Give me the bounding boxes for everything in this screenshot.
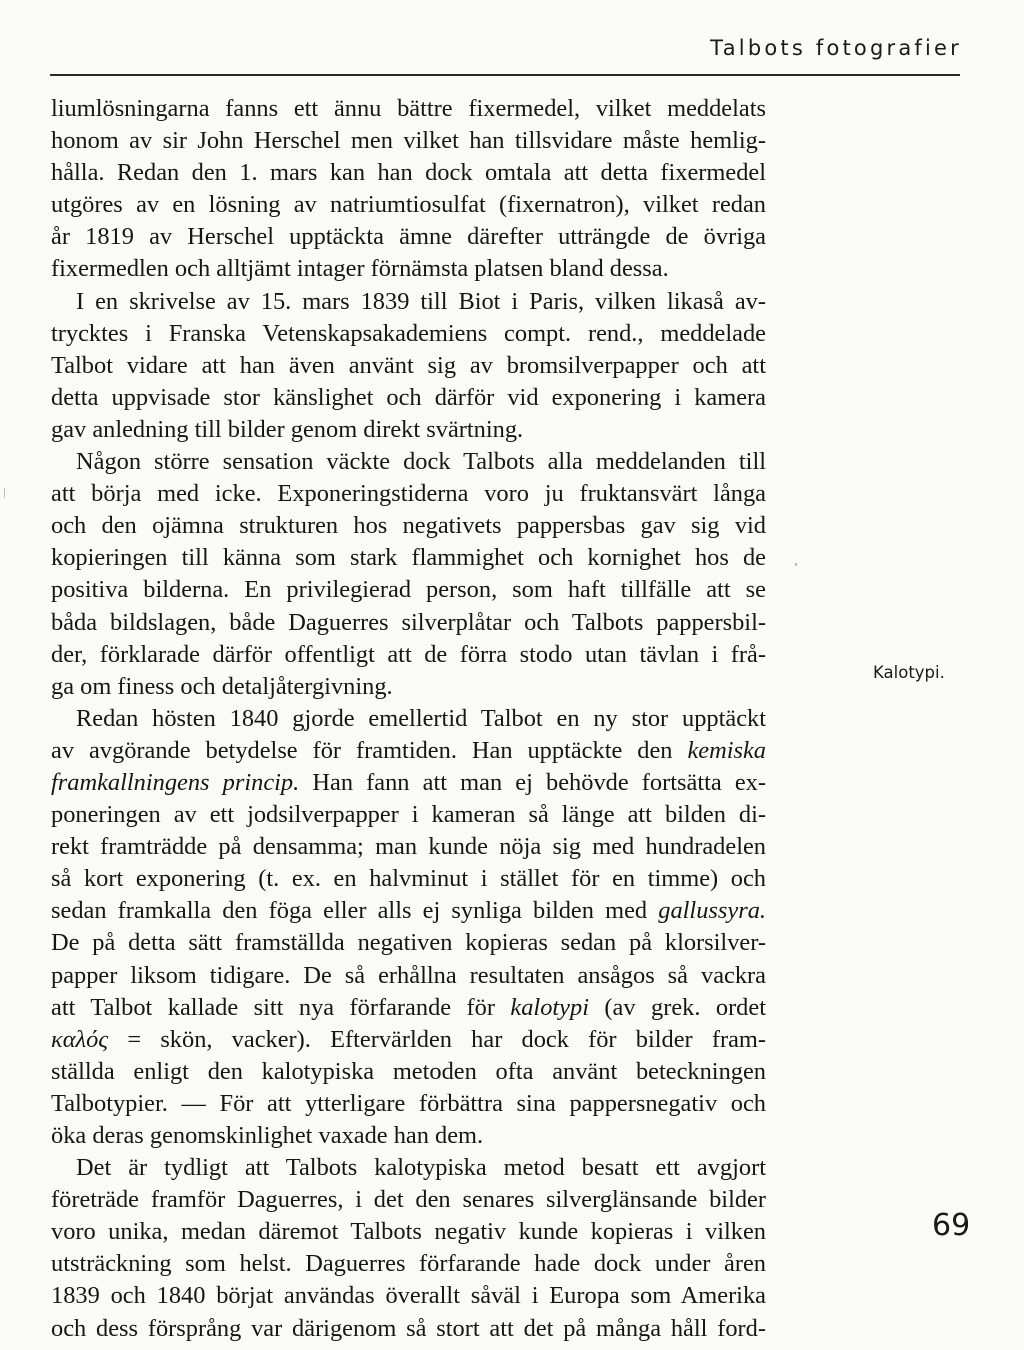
text-segment: båda bildslagen, både Daguerres silverplåtar och Talbots pappersbil- (51, 608, 766, 636)
text-segment: (av grek. ordet (588, 993, 766, 1021)
text-line (51, 607, 766, 639)
text-line (51, 960, 766, 992)
text-segment: Någon större sensation väckte dock Talbots alla meddelanden till (76, 448, 766, 476)
text-segment: ställda enligt den kalotypiska metoden ofta använt beteckningen (51, 1057, 766, 1085)
text-line (51, 1088, 766, 1120)
text-line (51, 253, 766, 285)
text-line (51, 1184, 766, 1216)
text-line (51, 318, 766, 350)
text-line (51, 703, 766, 735)
text-line (51, 1313, 766, 1345)
italic-text: framkallningens princip. (51, 768, 300, 796)
text-line (51, 414, 766, 446)
text-segment: voro unika, medan däremot Talbots negativ kunde kopieras i vilken (51, 1218, 766, 1246)
text-segment: Redan hösten 1840 gjorde emellertid Talbot en ny stor upptäckt (76, 704, 766, 732)
italic-text: καλός (51, 1025, 109, 1053)
text-segment: 1839 och 1840 börjat användas överallt såväl i Europa som Amerika (51, 1282, 766, 1310)
text-line (51, 799, 766, 831)
text-line (51, 992, 766, 1024)
text-line (51, 93, 766, 125)
text-line (51, 639, 766, 671)
text-line (51, 895, 766, 927)
text-line (51, 189, 766, 221)
text-line (51, 831, 766, 863)
text-segment: liumlösningarna fanns ett ännu bättre fixermedel, vilket meddelats (51, 95, 766, 122)
text-line (51, 157, 766, 189)
text-segment: att börja med icke. Exponeringstiderna voro ju fruktansvärt långa (51, 480, 766, 508)
text-segment: utgöres av en lösning av natriumtiosulfat (fixernatron), vilket redan (51, 191, 766, 219)
text-segment: företräde framför Daguerres, i det den senares silverglänsande bilder (51, 1186, 766, 1214)
text-segment: der, förklarade därför offentligt att de förra stodo utan tävlan i frå- (51, 640, 766, 668)
scan-edge-mark (4, 488, 5, 498)
text-segment: och dess försprång var därigenom så stort att det på många håll ford- (51, 1314, 766, 1342)
scan-speck (795, 563, 797, 566)
text-line (51, 510, 766, 542)
text-segment: ga om finess och detaljåtergivning. (51, 672, 393, 700)
text-line (51, 1216, 766, 1248)
text-line (51, 1024, 766, 1056)
text-segment: kopieringen till känna som stark flammighet och kornighet hos de (51, 544, 766, 572)
text-line (51, 767, 766, 799)
text-line (51, 478, 766, 510)
italic-text: kalotypi (510, 993, 589, 1021)
text-line (51, 574, 766, 606)
text-line (51, 1280, 766, 1312)
page-number: 69 (932, 1208, 971, 1243)
text-line (51, 1248, 766, 1280)
italic-text: gallussyra. (658, 897, 766, 925)
text-segment: utsträckning som helst. Daguerres förfarande hade dock under åren (51, 1250, 766, 1278)
text-line (51, 350, 766, 382)
text-line (51, 671, 766, 703)
text-line (51, 542, 766, 574)
text-segment: av avgörande betydelse för framtiden. Han upptäckte den (51, 736, 688, 764)
text-segment: år 1819 av Herschel upptäckta ämne därefter utträngde de övriga (51, 223, 766, 251)
text-segment: gav anledning till bilder genom direkt svärtning. (51, 415, 524, 443)
text-line (51, 1152, 766, 1184)
header-rule (50, 74, 960, 76)
text-segment: hålla. Redan den 1. mars kan han dock omtala att detta fixermedel (51, 159, 766, 187)
text-line (51, 927, 766, 959)
text-segment: fixermedlen och alltjämt intager förnämsta platsen bland dessa. (51, 255, 669, 283)
text-segment: honom av sir John Herschel men vilket han tillsvidare måste hemlig- (51, 127, 766, 155)
body-text (51, 93, 766, 1345)
text-segment: = skön, vacker). Eftervärlden har dock för bilder fram- (108, 1025, 766, 1053)
text-line (51, 863, 766, 895)
text-segment: rekt framträdde på densamma; man kunde nöja sig med hundradelen (51, 833, 766, 861)
margin-note: Kalotypi. (873, 663, 945, 682)
italic-text: kemiska (687, 736, 766, 764)
text-line (51, 735, 766, 767)
text-segment: poneringen av ett jodsilverpapper i kameran så länge att bilden di- (51, 801, 766, 829)
text-segment: trycktes i Franska Vetenskapsakademiens compt. rend., meddelade (51, 319, 766, 347)
text-segment: Han fann att man ej behövde fortsätta ex- (299, 768, 766, 796)
text-line (51, 1120, 766, 1152)
text-segment: och den ojämna strukturen hos negativets pappersbas gav sig vid (51, 512, 766, 540)
text-segment: Talbot vidare att han även använt sig av bromsilverpapper och att (51, 351, 766, 379)
text-line (51, 221, 766, 253)
text-line (51, 382, 766, 414)
text-segment: sedan framkalla den föga eller alls ej synliga bilden med (51, 897, 659, 925)
text-segment: Talbotypier. — För att ytterligare förbättra sina pappersnegativ och (51, 1089, 766, 1117)
text-segment: De på detta sätt framställda negativen kopieras sedan på klorsilver- (51, 929, 766, 957)
text-line (51, 125, 766, 157)
text-segment: I en skrivelse av 15. mars 1839 till Biot i Paris, vilken likaså av- (76, 287, 766, 315)
text-segment: papper liksom tidigare. De så erhållna resultaten ansågos så vackra (51, 961, 766, 989)
text-segment: öka deras genomskinlighet vaxade han dem. (51, 1122, 484, 1149)
text-line (51, 446, 766, 478)
running-header: Talbots fotografier (710, 36, 962, 60)
text-segment: att Talbot kallade sitt nya förfarande för (51, 993, 511, 1021)
text-segment: positiva bilderna. En privilegierad person, som haft tillfälle att se (51, 576, 766, 604)
text-segment: Det är tydligt att Talbots kalotypiska metod besatt ett avgjort (76, 1154, 766, 1182)
text-segment: detta uppvisade stor känslighet och därför vid exponering i kamera (51, 383, 766, 411)
text-line (51, 286, 766, 318)
text-segment: så kort exponering (t. ex. en halvminut i stället för en timme) och (51, 865, 766, 893)
text-line (51, 1056, 766, 1088)
